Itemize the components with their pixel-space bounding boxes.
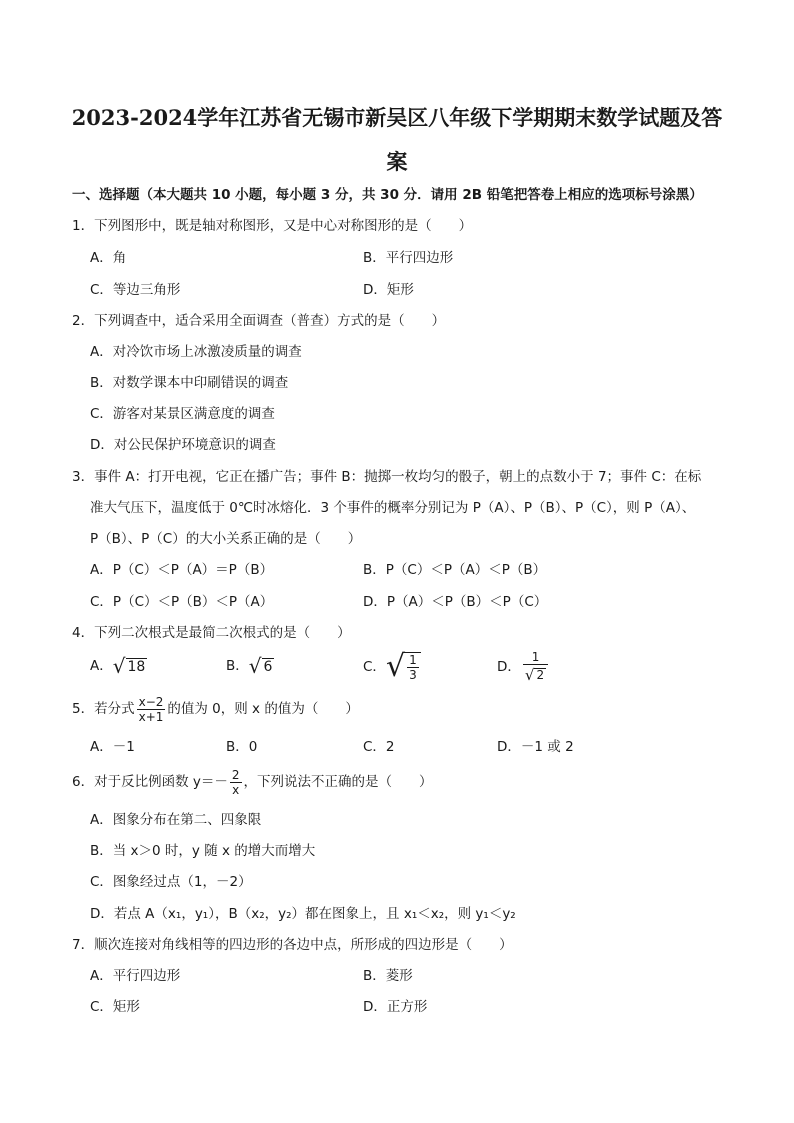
q7-stem: 7．顺次连接对角线相等的四边形的各边中点，所形成的四边形是（ ） xyxy=(72,937,513,953)
q2-option-a: A．对冷饮市场上冰激凌质量的调查 xyxy=(90,344,302,360)
q5-suffix: 的值为 0，则 x 的值为（ ） xyxy=(167,701,359,717)
q3-stem-line3: P（B）、P（C）的大小关系正确的是（ ） xyxy=(90,531,362,547)
q3-stem-line2: 准大气压下，温度低于 0℃时冰熔化．3 个事件的概率分别记为 P（A）、P（B）、P（C），则 P（A）、 xyxy=(90,500,696,516)
q3-stem-line1: 3．事件 A：打开电视，它正在播广告；事件 B：抛掷一枚均匀的骰子，朝上的点数小于 7；事件 C：在标 xyxy=(72,469,702,485)
q6-option-b: B．当 x＞0 时，y 随 x 的增大而增大 xyxy=(90,843,316,859)
q1-option-b: B．平行四边形 xyxy=(363,250,454,266)
q4-option-c xyxy=(363,648,421,686)
q5-option-b: B．0 xyxy=(226,739,258,755)
doc-title-line2: 案 xyxy=(386,149,408,174)
q2-option-c: C．游客对某景区满意度的调查 xyxy=(90,406,275,422)
q1-option-a: A．角 xyxy=(90,250,127,266)
section-heading: 一、选择题（本大题共 10 小题，每小题 3 分，共 30 分．请用 2B 铅笔把答卷上相应的选项标号涂黑） xyxy=(72,187,703,203)
q3-option-a: A．P（C）＜P（A）＝P（B） xyxy=(90,562,274,578)
q2-stem: 2．下列调查中，适合采用全面调查（普查）方式的是（ ） xyxy=(72,313,446,329)
q3-option-b: B．P（C）＜P（A）＜P（B） xyxy=(363,562,547,578)
q4-option-c-label: C． xyxy=(363,659,386,675)
q5-option-c: C．2 xyxy=(363,739,395,755)
q4-d-numerator: 1 xyxy=(523,650,548,665)
sqrt-symbol: √ 6 xyxy=(248,654,273,678)
q4-stem: 4．下列二次根式是最简二次根式的是（ ） xyxy=(72,625,351,641)
q3-option-c: C．P（C）＜P（B）＜P（A） xyxy=(90,594,274,610)
q5-numerator: x−2 xyxy=(138,694,164,709)
q5-option-a: A．－1 xyxy=(90,739,135,755)
q3-option-d: D．P（A）＜P（B）＜P（C） xyxy=(363,594,548,610)
q6-suffix: ，下列说法不正确的是（ ） xyxy=(243,774,433,790)
sqrt-symbol: √ $\frac{1}{3}$ xyxy=(386,648,421,686)
q5-prefix: 5．若分式 xyxy=(72,701,135,717)
q6-prefix: 6．对于反比例函数 y＝－ xyxy=(72,774,228,790)
q6-option-c: C．图象经过点（1，－2） xyxy=(90,874,252,890)
q2-option-b: B．对数学课本中印刷错误的调查 xyxy=(90,375,289,391)
q7-option-b: B．菱形 xyxy=(363,968,413,984)
q4-option-b xyxy=(226,654,274,678)
q4-c-numerator: 1 xyxy=(409,653,417,667)
sqrt-symbol: √ 2 xyxy=(524,665,545,684)
doc-title-line1: 2023-2024学年江苏省无锡市新吴区八年级下学期期末数学试题及答 xyxy=(71,105,723,130)
q4-option-b-label: B． xyxy=(226,658,249,674)
q1-stem: 1．下列图形中，既是轴对称图形，又是中心对称图形的是（ ） xyxy=(72,218,473,234)
q7-option-d: D．正方形 xyxy=(363,999,428,1015)
q4-c-denominator: 3 xyxy=(409,668,417,682)
q1-option-d: D．矩形 xyxy=(363,282,414,298)
q7-option-a: A．平行四边形 xyxy=(90,968,181,984)
q6-option-d: D．若点 A（x₁，y₁），B（x₂，y₂）都在图象上，且 x₁＜x₂，则 y₁＜y₂ xyxy=(90,906,516,922)
q1-option-c: C．等边三角形 xyxy=(90,282,181,298)
q6-numerator: 2 xyxy=(231,767,240,782)
q4-option-d-label: D． xyxy=(497,659,521,675)
q6-stem xyxy=(72,765,433,799)
q4-d-denominator: 2 xyxy=(536,667,545,682)
q2-option-d: D．对公民保护环境意识的调查 xyxy=(90,437,276,453)
q5-denominator: x+1 xyxy=(138,709,164,724)
sqrt-symbol: √ 18 xyxy=(112,654,146,678)
q4-b-radicand: 6 xyxy=(263,658,273,675)
q4-a-radicand: 18 xyxy=(127,658,146,675)
q6-denominator: x xyxy=(232,782,240,797)
q4-option-d xyxy=(497,648,550,686)
q6-option-a: A．图象分布在第二、四象限 xyxy=(90,812,262,828)
q4-option-a-label: A． xyxy=(90,658,113,674)
q5-stem xyxy=(72,692,359,726)
q5-option-d: D．－1 或 2 xyxy=(497,739,574,755)
q7-option-c: C．矩形 xyxy=(90,999,140,1015)
q4-option-a xyxy=(90,654,147,678)
